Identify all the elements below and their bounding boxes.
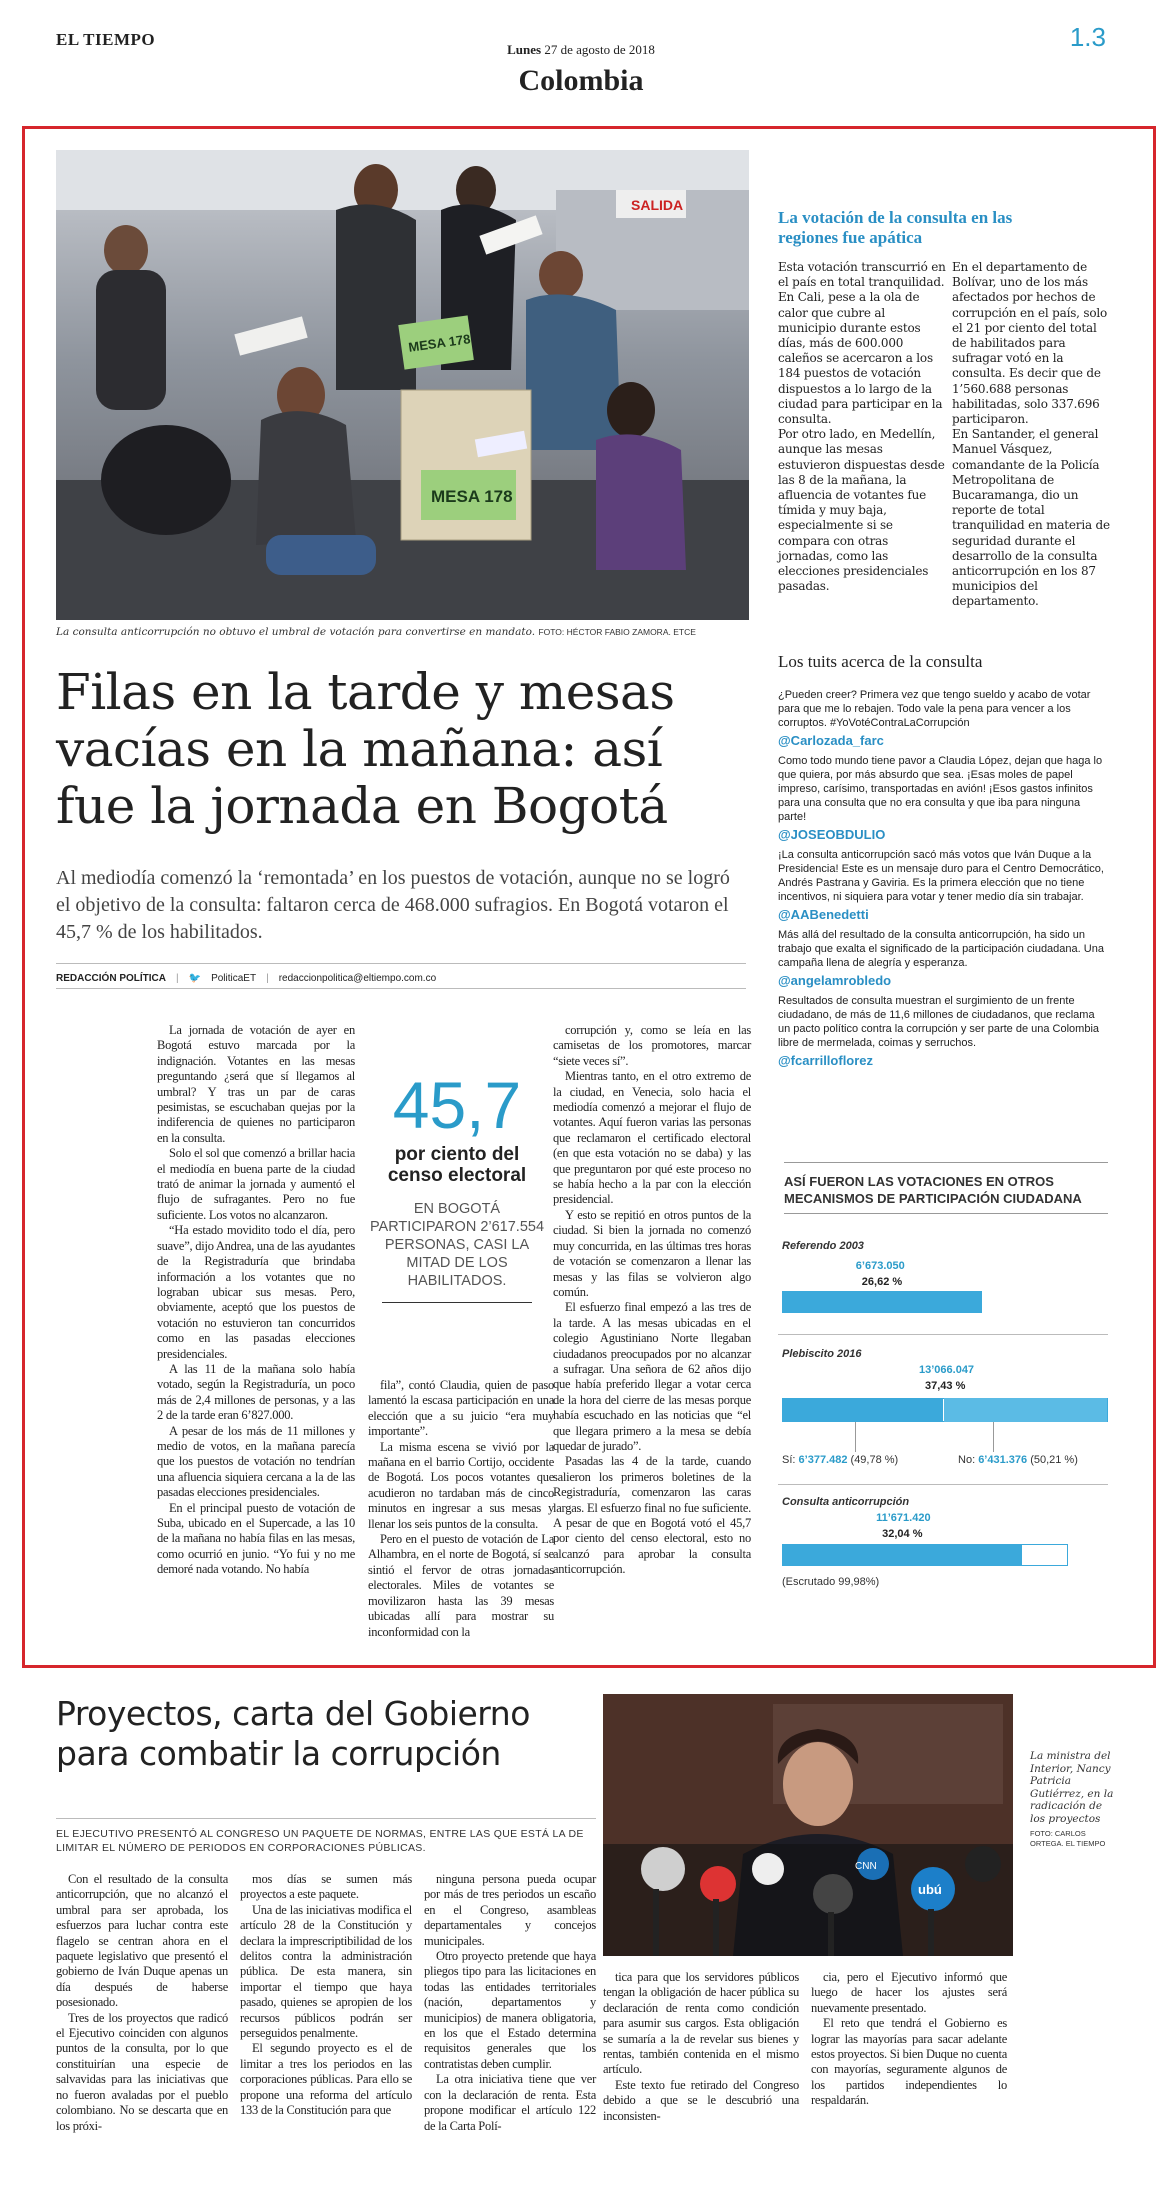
bar-plebiscito-si	[782, 1398, 943, 1422]
series-pct-consulta: 32,04 %	[882, 1528, 923, 1540]
tweet-text: Como todo mundo tiene pavor a Claudia López, dejan que haga lo que quiera, por más absurdo que sea. ¡Esas moles de papel impreso, carísimo, transportadas en avión! ¡Esos gastos infinitos para una consulta que no era consulta y que iba para ninguna parte!	[778, 755, 1103, 823]
tweet-handle[interactable]: @fcarrilloflorez	[778, 1053, 874, 1068]
chart-title: ASÍ FUERON LAS VOTACIONES EN OTROS MECANISMOS DE PARTICIPACIÓN CIUDADANA	[784, 1162, 1108, 1214]
story2-photo	[603, 1694, 1013, 1956]
main-photo	[56, 150, 749, 620]
series-total-referendo: 6’673.050	[855, 1260, 905, 1272]
byline-desk: REDACCIÓN POLÍTICA	[56, 972, 166, 984]
article-paragraph: “Ha estado movidito todo el día, pero suave”, dijo Andrea, una de las ayudantes de la Registraduría que brindaba información a los votantes que no lograban ubicar sus mesas. Pero, obviamente, aceptó que los puestos de votación no estuvieron tan concurridos como en las pasadas elecciones presidenciales.	[157, 1223, 356, 1361]
series-label-consulta: Consulta anticorrupción	[782, 1496, 910, 1508]
chart-divider-1	[778, 1334, 1108, 1335]
byline	[56, 963, 746, 989]
split-si-pct: (49,78 %)	[850, 1454, 899, 1466]
photo-caption	[56, 626, 756, 638]
article-paragraph: La jornada de votación de ayer en Bogotá estuvo marcada por la indignación. Votantes en las mesas preguntando ¿será que sí llegamos al umbral? Y tras un par de caras pesimistas, se escuchaban quejas por la indiferencia de quienes no participaron en la consulta.	[157, 1023, 355, 1145]
sidebar-col-2	[952, 260, 1112, 610]
story2-paragraph: Tres de los proyectos que radicó el Ejecutivo coinciden con algunos puntos de la consulta, por lo que constituirían una especie de salvavidas para las iniciativas que no fueron avaladas por el pueblo colombiano. No se descarta que en los próxi-	[56, 2010, 228, 2133]
article-paragraph: Mientras tanto, en el otro extremo de la ciudad, en Venecia, solo hacia el mediodía comenzó a mejorar el flujo de votantes. Aquí fueron varias las personas que reclamaron el certificado electoral (en que esta votación no se daba) y las que preguntaron por qué este proceso no se había hecho a la par con la elección presidencial.	[553, 1069, 751, 1207]
callout-label: por ciento del censo electoral	[387, 1144, 527, 1186]
masthead	[56, 22, 1106, 102]
mesa-sign-held: MESA 178	[407, 331, 472, 355]
tweet-text: ¿Pueden creer? Primera vez que tengo sueldo y acabo de votar para que me lo rebajen. Todo vale la pena para vencer a los corruptos. #YoVotéContraLaCorrupción	[778, 689, 1091, 729]
mic-label-cnn: CNN	[855, 1861, 877, 1872]
story2-col-2	[240, 1872, 412, 2119]
bar-plebiscito-no	[944, 1398, 1107, 1422]
article-paragraph: Solo el sol que comenzó a brillar hacia el mediodía en buena parte de la ciudad trató de animar la jornada y aumentó el flujo de sufragantes. Pero no fue suficiente. Los votos no alcanzaron.	[157, 1146, 355, 1222]
split-si: Sí: 6’377.482 (49,78 %)	[782, 1454, 899, 1466]
tweet-text: ¡La consulta anticorrupción sacó más votos que Iván Duque a la Presidencia! Este es un mensaje duro para el Centro Democrático, Andrés Pastrana y Gaviria. Es la primera elección que no tiene incentivos, ni siquiera para votar y tener medio día sin trabajar.	[778, 849, 1104, 903]
story2-caption-text: La ministra del Interior, Nancy Patricia Gutiérrez, en la radicación de los proyectos	[1030, 1750, 1114, 1825]
newspaper-brand: EL TIEMPO	[56, 30, 156, 49]
article-paragraph: A las 11 de la mañana solo había votado, según la Registraduría, un poco más de 2,4 millones de personas, y a las 2 de la tarde eran 6’827.000.	[157, 1361, 355, 1423]
mesa-sign-box: MESA 178	[431, 487, 513, 506]
page-number: 1.3	[1069, 22, 1106, 52]
article-paragraph: En el principal puesto de votación de Suba, ubicado en el Supercade, a las 10 de la mañana no había filas en las mesas, como ocurrió en junio. “Yo fui y no me demoré nada votando. No había	[157, 1500, 355, 1577]
tweet-handle[interactable]: @JOSEOBDULIO	[778, 827, 886, 842]
page-headline: Filas en la tarde y mesas vacías en la mañana: así fue la jornada en Bogotá	[56, 663, 675, 835]
chart-divider-2	[778, 1484, 1108, 1485]
tweet-handle[interactable]: @AABenedetti	[778, 907, 869, 922]
story2-paragraph: El reto que tendrá el Gobierno es lograr las mayorías para sacar adelante estos proyectos. Si bien Duque no cuenta con mayorías, seguramente algunos de los partidos independientes lo respaldarán.	[811, 2016, 1007, 2108]
series-pct-plebiscito: 37,43 %	[925, 1380, 966, 1392]
sidebar-title: La votación de la consulta en las regiones fue apática	[778, 208, 1013, 247]
story2-paragraph: La otra iniciativa tiene que ver con la declaración de renta. Esta propone modificar el artículo 122 de la Carta Polí-	[424, 2072, 596, 2133]
issue-date	[56, 42, 1106, 58]
sidebar-paragraph: En el departamento de Bolívar, uno de los más afectados por hechos de corrupción en el país, solo el 21 por ciento del total de habilitados para sufragar votó en la consulta. Es decir que de 1’560.688 personas habilitadas, solo 337.696 participaron.	[952, 260, 1108, 427]
story2-paragraph: Una de las iniciativas modifica el artículo 28 de la Constitución y declara la imprescriptibilidad de los delitos contra la administración pública. De esta manera, sin importar el tiempo que haya pasado, quienes se apropien de los recursos públicos podrán ser perseguidos penalmente.	[240, 1902, 412, 2041]
callout-number: 45,7	[392, 1068, 522, 1142]
split-si-votes: 6’377.482	[798, 1454, 848, 1466]
minister-press-photo	[603, 1694, 1013, 1956]
voting-table-photo	[56, 150, 749, 620]
headline-deck: Al mediodía comenzó la ‘remontada’ en los puestos de votación, aunque no se logró el objetivo de la consulta: faltaron cerca de 468.000 sufragios. En Bogotá votaron el 45,7 % de los habilitados.	[56, 867, 730, 943]
tweet-handle[interactable]: @Carlozada_farc	[778, 733, 884, 748]
story2-paragraph: tica para que los servidores públicos tengan la obligación de hacer pública su declaración de renta como condición para asumir sus cargos. Esta obligación se sumaría a la de revelar sus bienes y rentas, también contenida en el mismo artículo.	[603, 1970, 799, 2077]
stat-callout	[368, 1068, 546, 1303]
story2-deck: EL EJECUTIVO PRESENTÓ AL CONGRESO UN PAQUETE DE NORMAS, ENTRE LAS QUE ESTÁ LA DE LIMITAR EL NÚMERO DE PERIODOS EN CORPORACIONES PÚBLICAS.	[56, 1818, 596, 1855]
series-label-referendo: Referendo 2003	[782, 1240, 864, 1252]
tweets-list	[778, 688, 1108, 1074]
caption-credit: FOTO: HÉCTOR FABIO ZAMORA. ETCE	[538, 627, 696, 637]
tick-no	[993, 1422, 994, 1452]
article-paragraph: El esfuerzo final empezó a las tres de la tarde. A las mesas ubicadas en el colegio Agustiniano Norte llegaban ciudadanos preocupados por no alcanzar a sufragar. Una señora de 62 años dijo que había preferido llegar a votar cerca de la hora del cierre de las mesas porque había escuchado en las noticias que “el que llegara primero a la mesa se debía quedar de jurado”.	[553, 1300, 751, 1453]
split-si-label: Sí	[782, 1454, 793, 1466]
section-title: Colombia	[518, 64, 644, 97]
salida-sign: SALIDA	[631, 197, 684, 213]
article-paragraph: fila”, contó Claudia, quien de paso lamentó la escasa participación en una elección que a su juicio “era muy importante”.	[368, 1378, 554, 1439]
issue-date-text: 27 de agosto de 2018	[544, 42, 655, 57]
sidebar-paragraph: Por otro lado, en Medellín, aunque las mesas estuvieron dispuestas desde las 8 de la mañana, la afluencia de votantes fue tímida y muy baja, especialmente si se compara con otras jornadas, como las elecciones presidenciales pasadas.	[778, 427, 945, 594]
split-no-label: No	[958, 1454, 973, 1466]
article-paragraph: La misma escena se vivió por la mañana en el barrio Cortijo, occidente de Bogotá. Los pocos votantes que acudieron no tardaban más de cinco minutos en ingresar a sus mesas y llenar los seis puntos de la consulta.	[368, 1439, 554, 1531]
story2-col-5	[811, 1970, 1007, 2109]
sidebar-col-1	[778, 260, 946, 594]
article-paragraph: corrupción y, como se leía en las camisetas de los promotores, marcar “siete veces sí”.	[553, 1023, 751, 1068]
byline-divider-2: |	[266, 972, 269, 984]
article-paragraph: Y esto se repitió en otros puntos de la ciudad. Si bien la jornada no comenzó muy concurrida, en las últimas tres horas de votación se comenzaron a llenar las mesas y las filas se volvieron algo común.	[553, 1207, 751, 1299]
mic-label-ubu: ubú	[918, 1882, 942, 1897]
series-note-consulta: (Escrutado 99,98%)	[782, 1576, 880, 1588]
twitter-icon: 🐦	[188, 972, 202, 984]
sidebar-paragraph: En Cali, pese a la ola de calor que cubre al municipio durante estos días, más de 600.000 caleños se acercaron a los 184 puestos de votación dispuestos a lo largo de la ciudad para participar en la consulta.	[778, 290, 943, 427]
article-col-3	[553, 1023, 751, 1578]
split-no: No: 6’431.376 (50,21 %)	[958, 1454, 1078, 1466]
tweet-text: Más allá del resultado de la consulta anticorrupción, ha sido un trabajo que exalta el significado de la participación ciudadana. Una campaña llena de alegría y esperanza.	[778, 929, 1104, 969]
issue-day: Lunes	[507, 42, 542, 57]
byline-email[interactable]: redaccionpolitica@eltiempo.com.co	[278, 972, 437, 984]
story2-col-4	[603, 1970, 799, 2124]
byline-twitter[interactable]: PoliticaET	[211, 972, 257, 984]
callout-rule	[382, 1302, 532, 1303]
tweet-text: Resultados de consulta muestran el surgimiento de un frente ciudadano, de más de 11,6 millones de ciudadanos, que reclama un pacto político contra la corrupción y ser parte de una Colombia libre de mermelada, coimas y serruchos.	[778, 995, 1100, 1049]
bar-consulta	[782, 1544, 1022, 1566]
tweet-handle[interactable]: @angelamrobledo	[778, 973, 892, 988]
caption-text: La consulta anticorrupción no obtuvo el umbral de votación para convertirse en mandato.	[56, 626, 536, 638]
story2-credit: FOTO: CARLOS ORTEGA. EL TIEMPO	[1030, 1829, 1106, 1848]
article-col-1	[157, 1023, 355, 1578]
series-pct-referendo: 26,62 %	[861, 1276, 903, 1288]
article-paragraph: Pasadas las 4 de la tarde, cuando salieron los primeros boletines de la Registraduría, comenzaron las caras largas. El esfuerzo final no fue suficiente. A pesar de que en Bogotá votó el 45,7 por ciento del censo electoral, esto no alcanzó para aprobar la consulta anticorrupción.	[553, 1454, 751, 1577]
series-total-plebiscito: 13’066.047	[919, 1364, 975, 1376]
chart-area	[778, 1214, 1108, 1594]
byline-divider: |	[176, 972, 179, 984]
article-paragraph: Pero en el puesto de votación de La Alhambra, en el norte de Bogotá, sí se sintió el fervor de otras jornadas electorales. Miles de votantes se movilizaron hasta las 39 mesas ubicadas allí para mostrar su inconformidad con la	[368, 1532, 554, 1639]
story2-paragraph: ninguna persona pueda ocupar por más de tres periodos un escaño en el Congreso, asambleas departamentales y concejos municipales.	[424, 1872, 596, 1948]
story2-col-3	[424, 1872, 596, 2134]
sidebar-paragraph: En Santander, el general Manuel Vásquez, comandante de la Policía Metropolitana de Bucaramanga, dio un reporte de total tranquilidad en materia de seguridad durante el desarrollo de la consulta anticorrupción en los 87 municipios del departamento.	[952, 427, 1110, 609]
story2-paragraph: El segundo proyecto es el de limitar a tres los periodos en las corporaciones públicas. Para ello se propone una reforma del artículo 133 de la Constitución para que	[240, 2041, 412, 2118]
participation-chart	[778, 1162, 1108, 1594]
tweets-title: Los tuits acerca de la consulta	[778, 652, 983, 671]
story2-caption	[1030, 1750, 1114, 1849]
story2-paragraph: Otro proyecto pretende que haya pliegos tipo para las licitaciones en todas las entidades territoriales (nación, departamentos y municipios) de manera obligatoria, en los que el Estado determina requisitos generales que los contratistas deben cumplir.	[424, 1949, 596, 2071]
sidebar-paragraph: Esta votación transcurrió en el país en total tranquilidad.	[778, 260, 946, 290]
story2-col-1	[56, 1872, 228, 2134]
series-label-plebiscito: Plebiscito 2016	[782, 1348, 862, 1360]
split-no-pct: (50,21 %)	[1030, 1454, 1078, 1466]
series-total-consulta: 11’671.420	[876, 1512, 931, 1524]
split-no-votes: 6’431.376	[978, 1454, 1028, 1466]
bar-referendo	[782, 1291, 982, 1313]
article-col-2	[368, 1378, 554, 1640]
article-paragraph: A pesar de los más de 11 millones y medio de votos, en la mañana parecía que los puestos de votación no tendrían una afluencia siquiera cercana a la de las pasadas elecciones presidenciales.	[157, 1423, 355, 1500]
story2-headline: Proyectos, carta del Gobierno para combatir la corrupción	[56, 1694, 530, 1773]
callout-text: EN BOGOTÁ PARTICIPARON 2’617.554 PERSONAS, CASI LA MITAD DE LOS HABILITADOS.	[369, 1201, 545, 1289]
tick-si	[855, 1422, 856, 1452]
story2-paragraph: Con el resultado de la consulta anticorrupción, que no alcanzó el umbral para ser aprobada, los esfuerzos para luchar contra este flagelo se centran ahora en el paquete legislativo que presentó el gobierno de Iván Duque apenas un día después de haberse posesionado.	[56, 1872, 228, 2010]
story2-paragraph: Este texto fue retirado del Congreso debido a que se le descubrió una inconsisten-	[603, 2077, 799, 2123]
story2-paragraph: cia, pero el Ejecutivo informó que luego de hacer los ajustes será nuevamente presentado.	[811, 1970, 1007, 2015]
story2-paragraph: mos días se sumen más proyectos a este paquete.	[240, 1872, 412, 1902]
